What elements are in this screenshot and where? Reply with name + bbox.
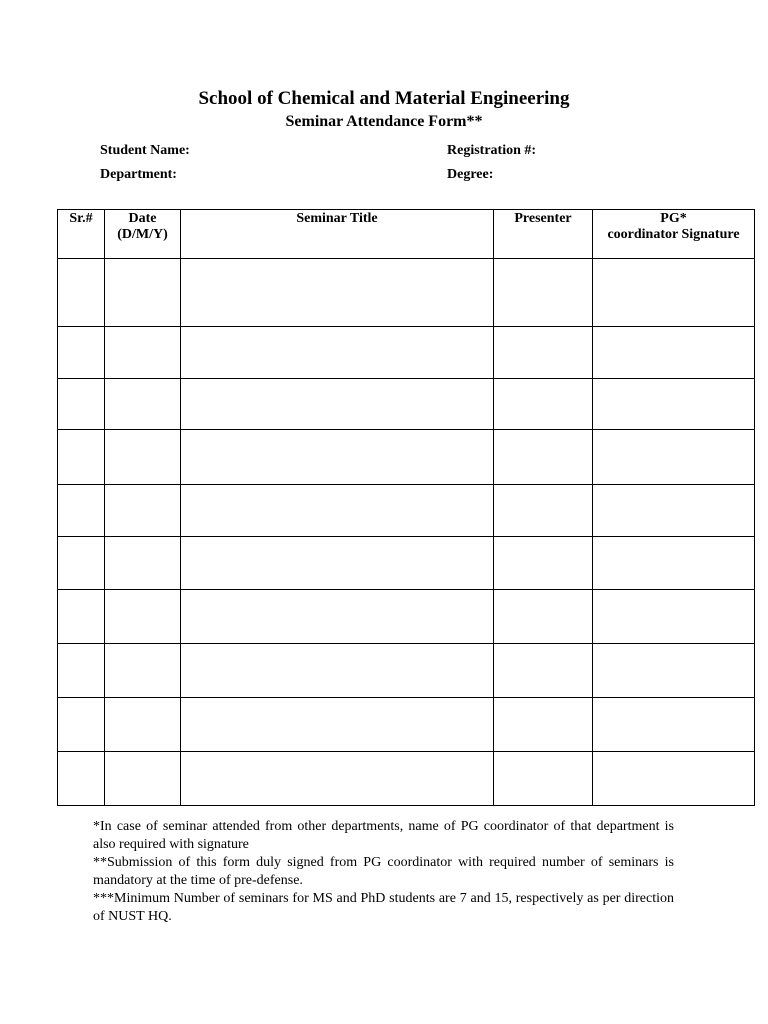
- cell-date[interactable]: [105, 379, 181, 430]
- cell-seminar-title[interactable]: [181, 379, 494, 430]
- table-row: [58, 379, 755, 430]
- cell-sr[interactable]: [58, 537, 105, 590]
- cell-pg-signature[interactable]: [593, 698, 755, 752]
- cell-pg-signature[interactable]: [593, 259, 755, 327]
- footnote-3: ***Minimum Number of seminars for MS and PhD students are 7 and 15, respectively as per direction of NUST HQ.: [93, 891, 674, 924]
- attendance-table-body: [58, 259, 755, 806]
- cell-pg-signature[interactable]: [593, 430, 755, 485]
- header-sr: [58, 210, 105, 259]
- cell-presenter[interactable]: [494, 327, 593, 379]
- footnote-1: *In case of seminar attended from other departments, name of PG coordinator of that department is also required with signature: [93, 819, 674, 852]
- student-name-label: Student Name:: [100, 143, 190, 158]
- table-header-row: [58, 210, 755, 259]
- cell-pg-signature[interactable]: [593, 590, 755, 644]
- cell-date[interactable]: [105, 698, 181, 752]
- degree-label: Degree:: [447, 167, 494, 182]
- header-pg-label: PG*: [660, 211, 687, 226]
- department-label: Department:: [100, 167, 177, 182]
- cell-pg-signature[interactable]: [593, 752, 755, 806]
- cell-seminar-title[interactable]: [181, 327, 494, 379]
- cell-sr[interactable]: [58, 590, 105, 644]
- cell-presenter[interactable]: [494, 590, 593, 644]
- header-sr-label: Sr.#: [69, 211, 93, 226]
- footnotes: [93, 818, 674, 926]
- cell-date[interactable]: [105, 590, 181, 644]
- cell-presenter[interactable]: [494, 485, 593, 537]
- cell-pg-signature[interactable]: [593, 327, 755, 379]
- cell-date[interactable]: [105, 430, 181, 485]
- cell-presenter[interactable]: [494, 752, 593, 806]
- cell-seminar-title[interactable]: [181, 259, 494, 327]
- cell-sr[interactable]: [58, 485, 105, 537]
- cell-presenter[interactable]: [494, 537, 593, 590]
- header-presenter: [494, 210, 593, 259]
- table-row: [58, 698, 755, 752]
- cell-presenter[interactable]: [494, 259, 593, 327]
- cell-seminar-title[interactable]: [181, 644, 494, 698]
- header-seminar-title: [181, 210, 494, 259]
- table-row: [58, 259, 755, 327]
- cell-date[interactable]: [105, 537, 181, 590]
- cell-sr[interactable]: [58, 327, 105, 379]
- cell-seminar-title[interactable]: [181, 752, 494, 806]
- form-title: School of Chemical and Material Engineering: [198, 88, 570, 109]
- cell-presenter[interactable]: [494, 698, 593, 752]
- cell-date[interactable]: [105, 259, 181, 327]
- header-date-format: (D/M/Y): [117, 227, 168, 242]
- table-row: [58, 430, 755, 485]
- form-subtitle: Seminar Attendance Form**: [285, 113, 483, 130]
- cell-date[interactable]: [105, 327, 181, 379]
- cell-presenter[interactable]: [494, 644, 593, 698]
- header-presenter-label: Presenter: [514, 211, 572, 226]
- header-pg-signature-label: coordinator Signature: [607, 227, 740, 242]
- table-row: [58, 485, 755, 537]
- cell-date[interactable]: [105, 752, 181, 806]
- registration-number-label: Registration #:: [447, 143, 537, 158]
- cell-pg-signature[interactable]: [593, 379, 755, 430]
- cell-sr[interactable]: [58, 379, 105, 430]
- cell-sr[interactable]: [58, 698, 105, 752]
- cell-sr[interactable]: [58, 644, 105, 698]
- cell-seminar-title[interactable]: [181, 698, 494, 752]
- table-row: [58, 327, 755, 379]
- cell-date[interactable]: [105, 644, 181, 698]
- cell-pg-signature[interactable]: [593, 485, 755, 537]
- header-date-label: Date: [128, 211, 157, 226]
- table-row: [58, 752, 755, 806]
- header-date: [105, 210, 181, 259]
- table-row: [58, 644, 755, 698]
- cell-sr[interactable]: [58, 752, 105, 806]
- cell-seminar-title[interactable]: [181, 430, 494, 485]
- cell-date[interactable]: [105, 485, 181, 537]
- cell-seminar-title[interactable]: [181, 537, 494, 590]
- cell-presenter[interactable]: [494, 379, 593, 430]
- header-pg-coordinator: [593, 210, 755, 259]
- footnote-2: **Submission of this form duly signed from PG coordinator with required number of seminars is mandatory at the time of pre-defense.: [93, 855, 674, 888]
- cell-sr[interactable]: [58, 259, 105, 327]
- cell-presenter[interactable]: [494, 430, 593, 485]
- cell-seminar-title[interactable]: [181, 590, 494, 644]
- cell-pg-signature[interactable]: [593, 644, 755, 698]
- cell-seminar-title[interactable]: [181, 485, 494, 537]
- table-row: [58, 590, 755, 644]
- cell-sr[interactable]: [58, 430, 105, 485]
- table-row: [58, 537, 755, 590]
- header-seminar-title-label: Seminar Title: [296, 211, 378, 226]
- cell-pg-signature[interactable]: [593, 537, 755, 590]
- attendance-table: [57, 209, 755, 806]
